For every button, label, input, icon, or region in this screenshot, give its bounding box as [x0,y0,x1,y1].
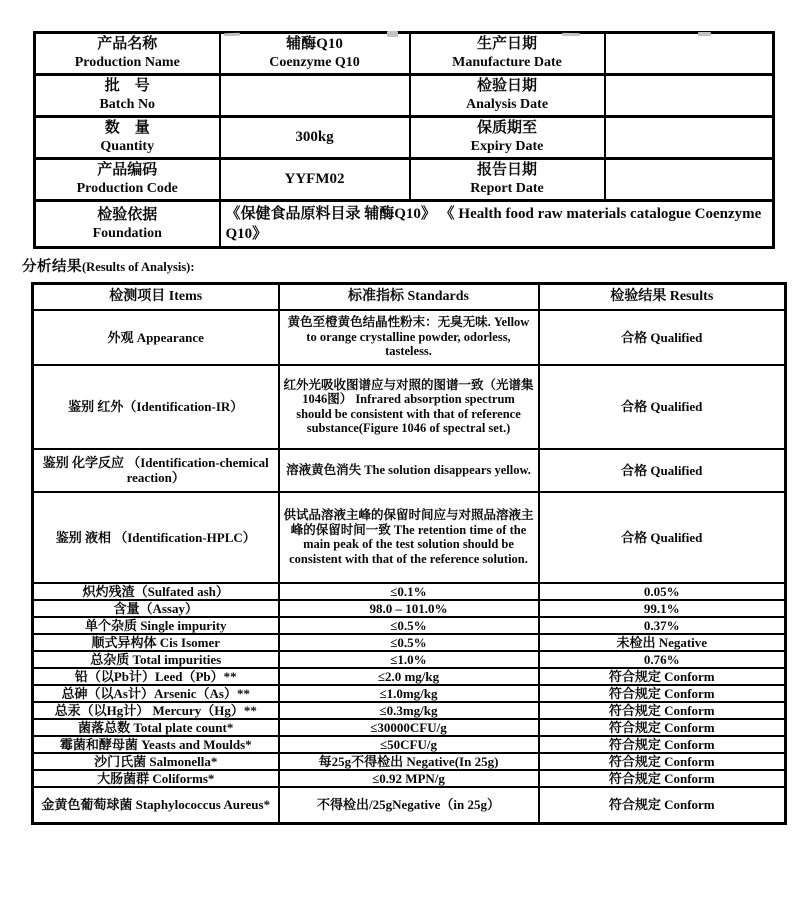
item-cell: 鉴别 红外（Identification-IR） [33,365,279,449]
label-zh: 批 号 [104,78,150,94]
analysis-row-identification-chemical [33,449,786,492]
item-cell: 单个杂质 Single impurity [33,617,279,634]
standard-cell: 黄色至橙黄色结晶性粉末：无臭无味. Yellow to orange crystalline powder, odorless, tasteless. [279,310,539,365]
info-row-foundation [35,201,774,248]
standards-column-header: 标准指标 Standards [279,284,539,310]
standard-cell: ≤0.5% [279,617,539,634]
analysis-row-cis-isomer [33,634,786,651]
standard-cell: 溶液黄色消失 The solution disappears yellow. [279,449,539,492]
analysis-row-coliforms [33,770,786,787]
result-cell: 符合规定 Conform [539,719,786,736]
analysis-row-salmonella [33,753,786,770]
expiry-date-value-cell [605,117,774,159]
label-en: Expiry Date [470,139,544,154]
foundation-value-cell: 《保健食品原料目录 辅酶Q10》 《 Health food raw materials catalogue Coenzyme Q10》 [220,201,774,248]
result-cell: 合格 Qualified [539,449,786,492]
quantity-label-cell [35,117,220,159]
label-en: Manufacture Date [452,55,562,70]
result-cell: 符合规定 Conform [539,736,786,753]
value-zh: YYFM02 [284,171,345,187]
result-cell: 符合规定 Conform [539,753,786,770]
label-zh: 生产日期 [476,36,537,52]
heading-en: (Results of Analysis): [82,260,195,274]
standard-cell: ≤0.1% [279,583,539,600]
analysis-row-single-impurity [33,617,786,634]
standard-cell: ≤50CFU/g [279,736,539,753]
label-zh: 保质期至 [476,120,537,136]
production-code-label-cell [35,159,220,201]
item-cell: 菌落总数 Total plate count* [33,719,279,736]
analysis-date-value-cell [605,75,774,117]
item-cell: 含量（Assay） [33,600,279,617]
standard-cell: 不得检出/25gNegative（in 25g） [279,787,539,824]
standard-cell: ≤0.92 MPN/g [279,770,539,787]
label-en: Batch No [99,97,156,112]
analysis-row-appearance [33,310,786,365]
product-info-table [33,31,775,249]
label-en: Report Date [470,181,544,196]
item-cell: 沙门氏菌 Salmonella* [33,753,279,770]
item-cell: 炽灼残渣（Sulfated ash） [33,583,279,600]
standard-cell: 供试品溶液主峰的保留时间应与对照品溶液主峰的保留时间一致 The retention time of the main peak of the test solution should be consistent with that of the reference solution. [279,492,539,583]
result-cell: 0.76% [539,651,786,668]
standard-cell: 每25g不得检出 Negative(In 25g) [279,753,539,770]
result-cell: 符合规定 Conform [539,685,786,702]
result-cell: 符合规定 Conform [539,668,786,685]
standard-cell: ≤0.3mg/kg [279,702,539,719]
product-name-value-cell [220,33,410,75]
manufacture-date-label-cell [410,33,605,75]
quantity-value-cell [220,117,410,159]
value-zh: 辅酶Q10 [286,36,343,52]
batch-no-value-cell [220,75,410,117]
result-cell: 99.1% [539,600,786,617]
result-cell: 符合规定 Conform [539,770,786,787]
item-cell: 霉菌和酵母菌 Yeasts and Moulds* [33,736,279,753]
label-zh: 报告日期 [476,162,537,178]
item-cell: 鉴别 化学反应 （Identification-chemical reaction） [33,449,279,492]
analysis-row-assay [33,600,786,617]
item-cell: 外观 Appearance [33,310,279,365]
value-en: Coenzyme Q10 [269,55,360,70]
results-column-header: 检验结果 Results [539,284,786,310]
coa-scanned-document [0,31,800,921]
analysis-row-arsenic [33,685,786,702]
expiry-date-label-cell [410,117,605,159]
info-row-product-name [35,33,774,75]
label-zh: 检验日期 [476,78,537,94]
label-zh: 检验依据 [97,206,158,223]
analysis-row-staphylococcus-aureus [33,787,786,824]
result-cell: 0.05% [539,583,786,600]
standard-cell: 98.0 – 101.0% [279,600,539,617]
item-cell: 铅（以Pb计）Leed（Pb）** [33,668,279,685]
item-cell: 总杂质 Total impurities [33,651,279,668]
item-cell: 总汞（以Hg计） Mercury（Hg）** [33,702,279,719]
standard-cell: ≤30000CFU/g [279,719,539,736]
standard-cell: ≤1.0mg/kg [279,685,539,702]
label-en: Foundation [92,225,162,241]
scan-artifact [224,33,240,37]
production-code-value-cell [220,159,410,201]
analysis-row-yeasts-moulds [33,736,786,753]
foundation-label-cell [35,201,220,248]
result-cell: 未检出 Negative [539,634,786,651]
analysis-row-sulfated-ash [33,583,786,600]
label-en: Production Name [74,55,180,70]
analysis-row-identification-ir [33,365,786,449]
label-zh: 产品名称 [97,36,158,52]
item-cell: 顺式异构体 Cis Isomer [33,634,279,651]
product-name-label-cell [35,33,220,75]
analysis-row-total-impurities [33,651,786,668]
value-zh: 300kg [295,129,334,145]
result-cell: 符合规定 Conform [539,702,786,719]
item-cell: 金黄色葡萄球菌 Staphylococcus Aureus* [33,787,279,824]
label-zh: 产品编码 [97,162,158,178]
result-cell: 合格 Qualified [539,365,786,449]
result-cell: 合格 Qualified [539,310,786,365]
label-en: Production Code [76,181,178,196]
scan-artifact [562,33,580,36]
label-zh: 数 量 [104,120,150,136]
scan-artifact [698,32,711,36]
standard-cell: ≤0.5% [279,634,539,651]
batch-no-label-cell [35,75,220,117]
items-column-header: 检测项目 Items [33,284,279,310]
result-cell: 符合规定 Conform [539,787,786,824]
info-row-quantity [35,117,774,159]
label-en: Analysis Date [465,97,549,112]
item-cell: 鉴别 液相 （Identification-HPLC） [33,492,279,583]
item-cell: 总砷（以As计）Arsenic（As）** [33,685,279,702]
analysis-row-total-plate-count [33,719,786,736]
report-date-label-cell [410,159,605,201]
standard-cell: ≤2.0 mg/kg [279,668,539,685]
result-cell: 0.37% [539,617,786,634]
heading-zh: 分析结果 [22,259,82,275]
analysis-row-lead [33,668,786,685]
standard-cell: 红外光吸收图谱应与对照的图谱一致（光谱集1046图） Infrared absorption spectrum should be consistent with that of reference substance(Figure 1046 of spectral set.) [279,365,539,449]
standard-cell: ≤1.0% [279,651,539,668]
info-row-production-code [35,159,774,201]
result-cell: 合格 Qualified [539,492,786,583]
results-of-analysis-heading [22,259,800,275]
scan-artifact [387,31,398,37]
label-en: Quantity [100,139,155,154]
item-cell: 大肠菌群 Coliforms* [33,770,279,787]
analysis-results-table [31,282,787,825]
report-date-value-cell [605,159,774,201]
info-row-batch-no [35,75,774,117]
analysis-row-mercury [33,702,786,719]
analysis-row-identification-hplc [33,492,786,583]
analysis-header-row [33,284,786,310]
manufacture-date-value-cell [605,33,774,75]
analysis-date-label-cell [410,75,605,117]
